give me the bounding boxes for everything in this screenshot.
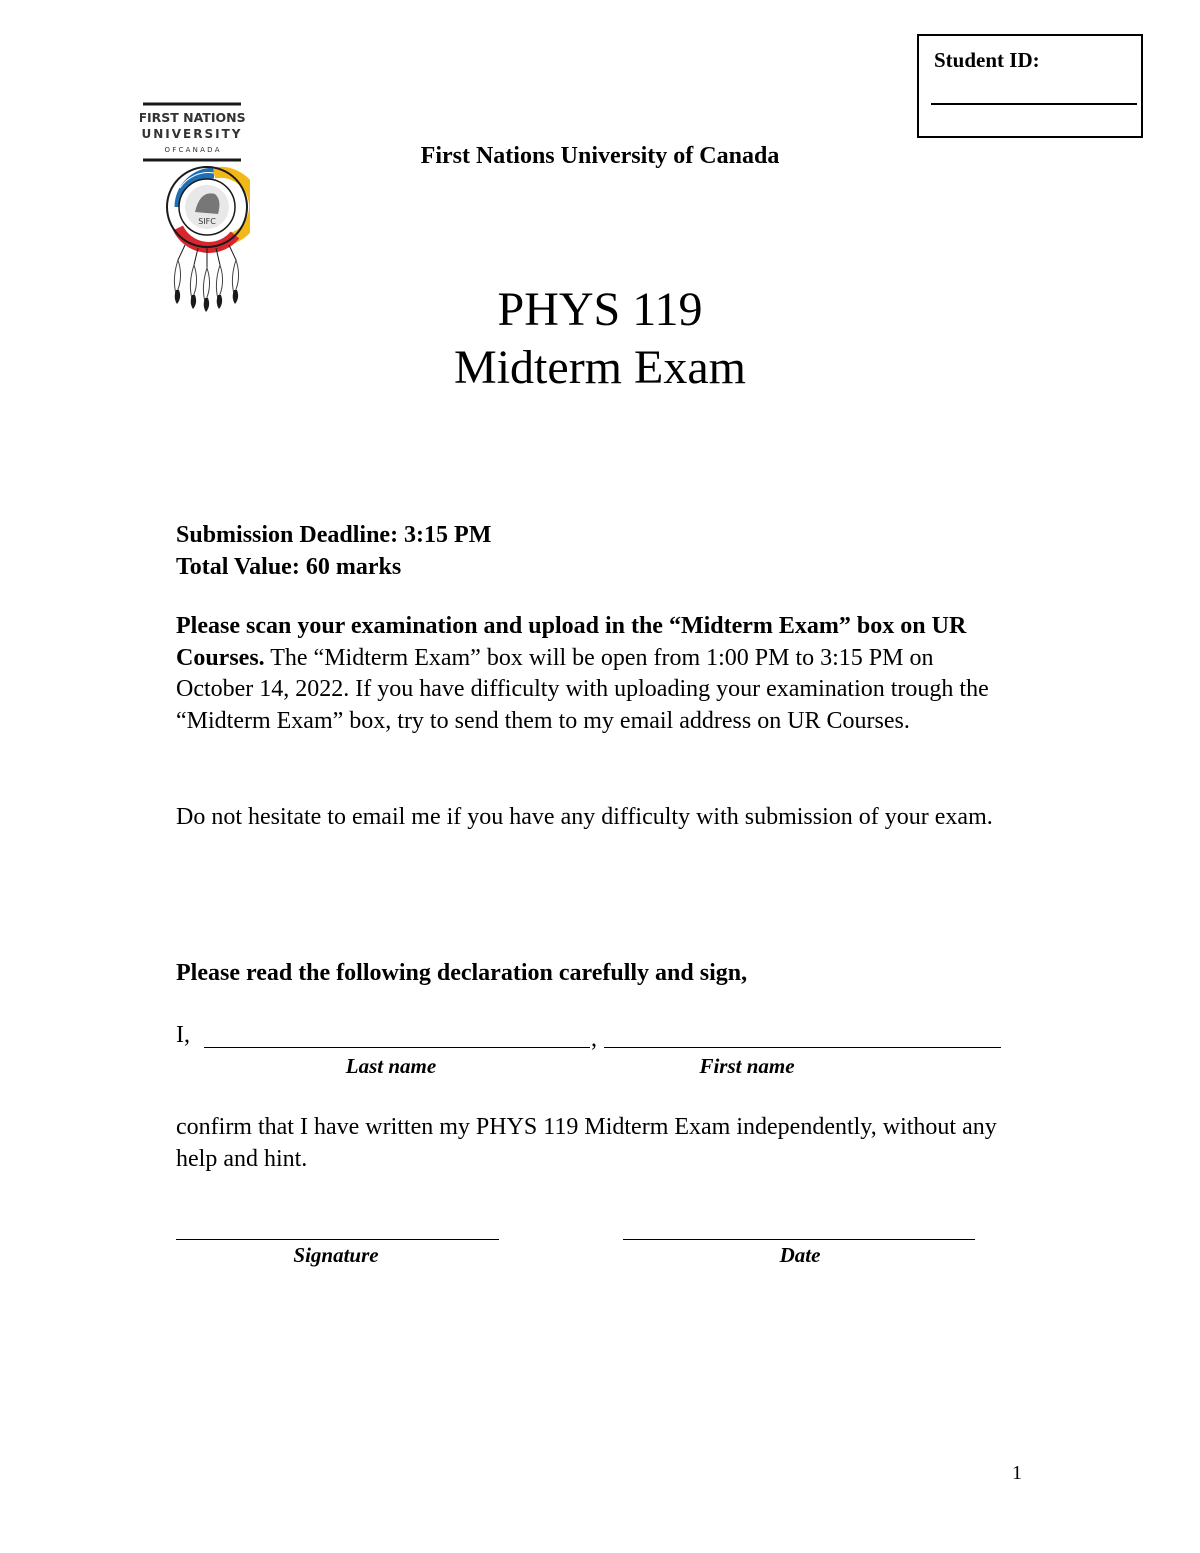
comma: , [591, 1026, 597, 1052]
i-label: I, [176, 1022, 190, 1048]
student-id-label: Student ID: [934, 48, 1040, 72]
last-name-caption: Last name [345, 1054, 437, 1078]
first-name-line[interactable] [604, 1047, 1001, 1048]
signature-line[interactable] [176, 1239, 499, 1240]
instructions-normal: The “Midterm Exam” box will be open from 1:00 PM to 3:15 PM on October 14, 2022. If you have difficulty with uploading your examination trough the “Midterm Exam” box, try to send them to my email address on UR Courses. [176, 644, 989, 734]
submission-deadline: Submission Deadline: 3:15 PM [176, 522, 492, 548]
logo-line-2: UNIVERSITY [141, 127, 243, 141]
instructions-bold: Please scan your examination and upload in the “Midterm Exam” box on UR Courses. [176, 613, 967, 671]
confirm-statement: confirm that I have written my PHYS 119 Midterm Exam independently, without any help and hint. [176, 1114, 997, 1172]
logo-emblem-text: SIFC [198, 217, 216, 226]
date-line[interactable] [623, 1239, 975, 1240]
declaration-heading: Please read the following declaration carefully and sign, [176, 960, 748, 986]
university-name: First Nations University of Canada [420, 143, 780, 169]
hesitate-paragraph: Do not hesitate to email me if you have any difficulty with submission of your exam. [176, 804, 993, 830]
total-value: Total Value: 60 marks [176, 554, 402, 580]
page-number: 1 [1012, 1462, 1022, 1484]
first-name-caption: First name [699, 1054, 795, 1078]
logo-line-3: O F C A N A D A [164, 146, 220, 154]
logo-line-1: FIRST NATIONS [140, 110, 246, 125]
date-caption: Date [779, 1243, 821, 1267]
student-id-line[interactable] [931, 103, 1137, 105]
last-name-line[interactable] [204, 1047, 590, 1048]
student-id-box [917, 34, 1143, 138]
signature-caption: Signature [293, 1243, 379, 1267]
course-code: PHYS 119 [497, 283, 703, 336]
exam-title: Midterm Exam [454, 341, 746, 394]
instructions-paragraph [176, 611, 1016, 737]
